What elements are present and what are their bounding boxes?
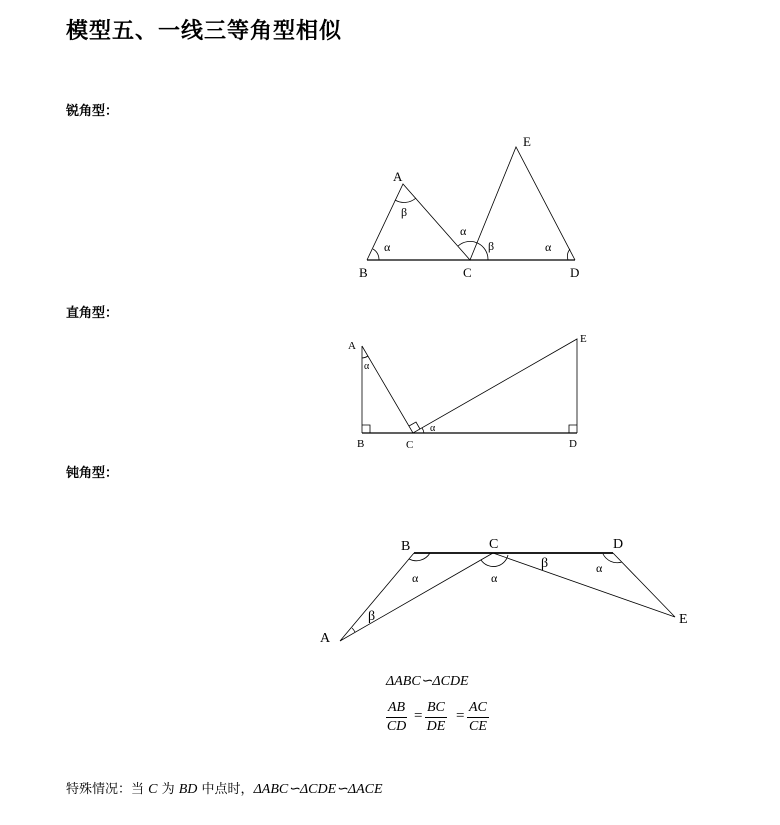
note-result: ΔABC∽ΔCDE∽ΔACE — [253, 782, 383, 797]
angle-beta: β — [541, 556, 549, 571]
equals-sign: = — [456, 708, 465, 724]
note-text: 特殊情况：当 — [66, 782, 149, 797]
angle-alpha: α — [460, 224, 467, 238]
label-d: D — [569, 438, 577, 450]
numerator: AB — [386, 699, 407, 718]
label-d: D — [613, 537, 624, 552]
label-c: C — [463, 265, 472, 280]
label-e: E — [679, 612, 688, 627]
numerator: BC — [425, 699, 447, 718]
section-obtuse: 钝角型： — [66, 466, 119, 481]
angle-alpha: α — [491, 571, 498, 585]
angle-beta: β — [368, 609, 376, 624]
fraction-ab-cd — [386, 699, 407, 736]
denominator: DE — [426, 719, 446, 734]
numerator: AC — [467, 699, 489, 718]
label-a: A — [348, 340, 356, 352]
angle-alpha: α — [412, 571, 419, 585]
label-b: B — [401, 539, 411, 554]
angle-alpha: α — [545, 240, 552, 254]
label-d: D — [570, 265, 580, 280]
note-text: 中点时， — [197, 782, 254, 797]
page-title: 模型五、一线三等角型相似 — [66, 19, 343, 44]
special-case-note — [66, 778, 383, 798]
denominator: CE — [469, 719, 487, 734]
acute-diagram — [359, 134, 579, 280]
note-text: 为 — [157, 782, 179, 797]
angle-beta: β — [488, 239, 495, 253]
angle-alpha: α — [364, 361, 370, 372]
label-b: B — [357, 438, 365, 450]
note-point-c: C — [148, 782, 158, 797]
label-e: E — [523, 134, 531, 149]
section-acute: 锐角型： — [66, 104, 119, 119]
label-a: A — [320, 631, 331, 646]
fraction-bc-de — [425, 699, 447, 736]
label-a: A — [393, 169, 403, 184]
denominator: CD — [386, 719, 407, 734]
label-e: E — [580, 333, 587, 345]
section-right: 直角型： — [66, 306, 119, 321]
angle-alpha: α — [430, 423, 436, 434]
label-c: C — [489, 537, 499, 552]
fraction-ac-ce — [467, 699, 489, 736]
label-c: C — [406, 439, 414, 451]
label-b: B — [359, 265, 368, 280]
angle-alpha: α — [384, 240, 391, 254]
angle-beta: β — [401, 205, 408, 219]
angle-alpha: α — [596, 561, 603, 575]
equals-sign: = — [414, 708, 423, 724]
right-diagram — [348, 333, 587, 451]
note-segment-bd: BD — [178, 782, 198, 797]
similarity-formula: ΔABC∽ΔCDE — [386, 674, 469, 689]
obtuse-diagram — [320, 537, 688, 646]
